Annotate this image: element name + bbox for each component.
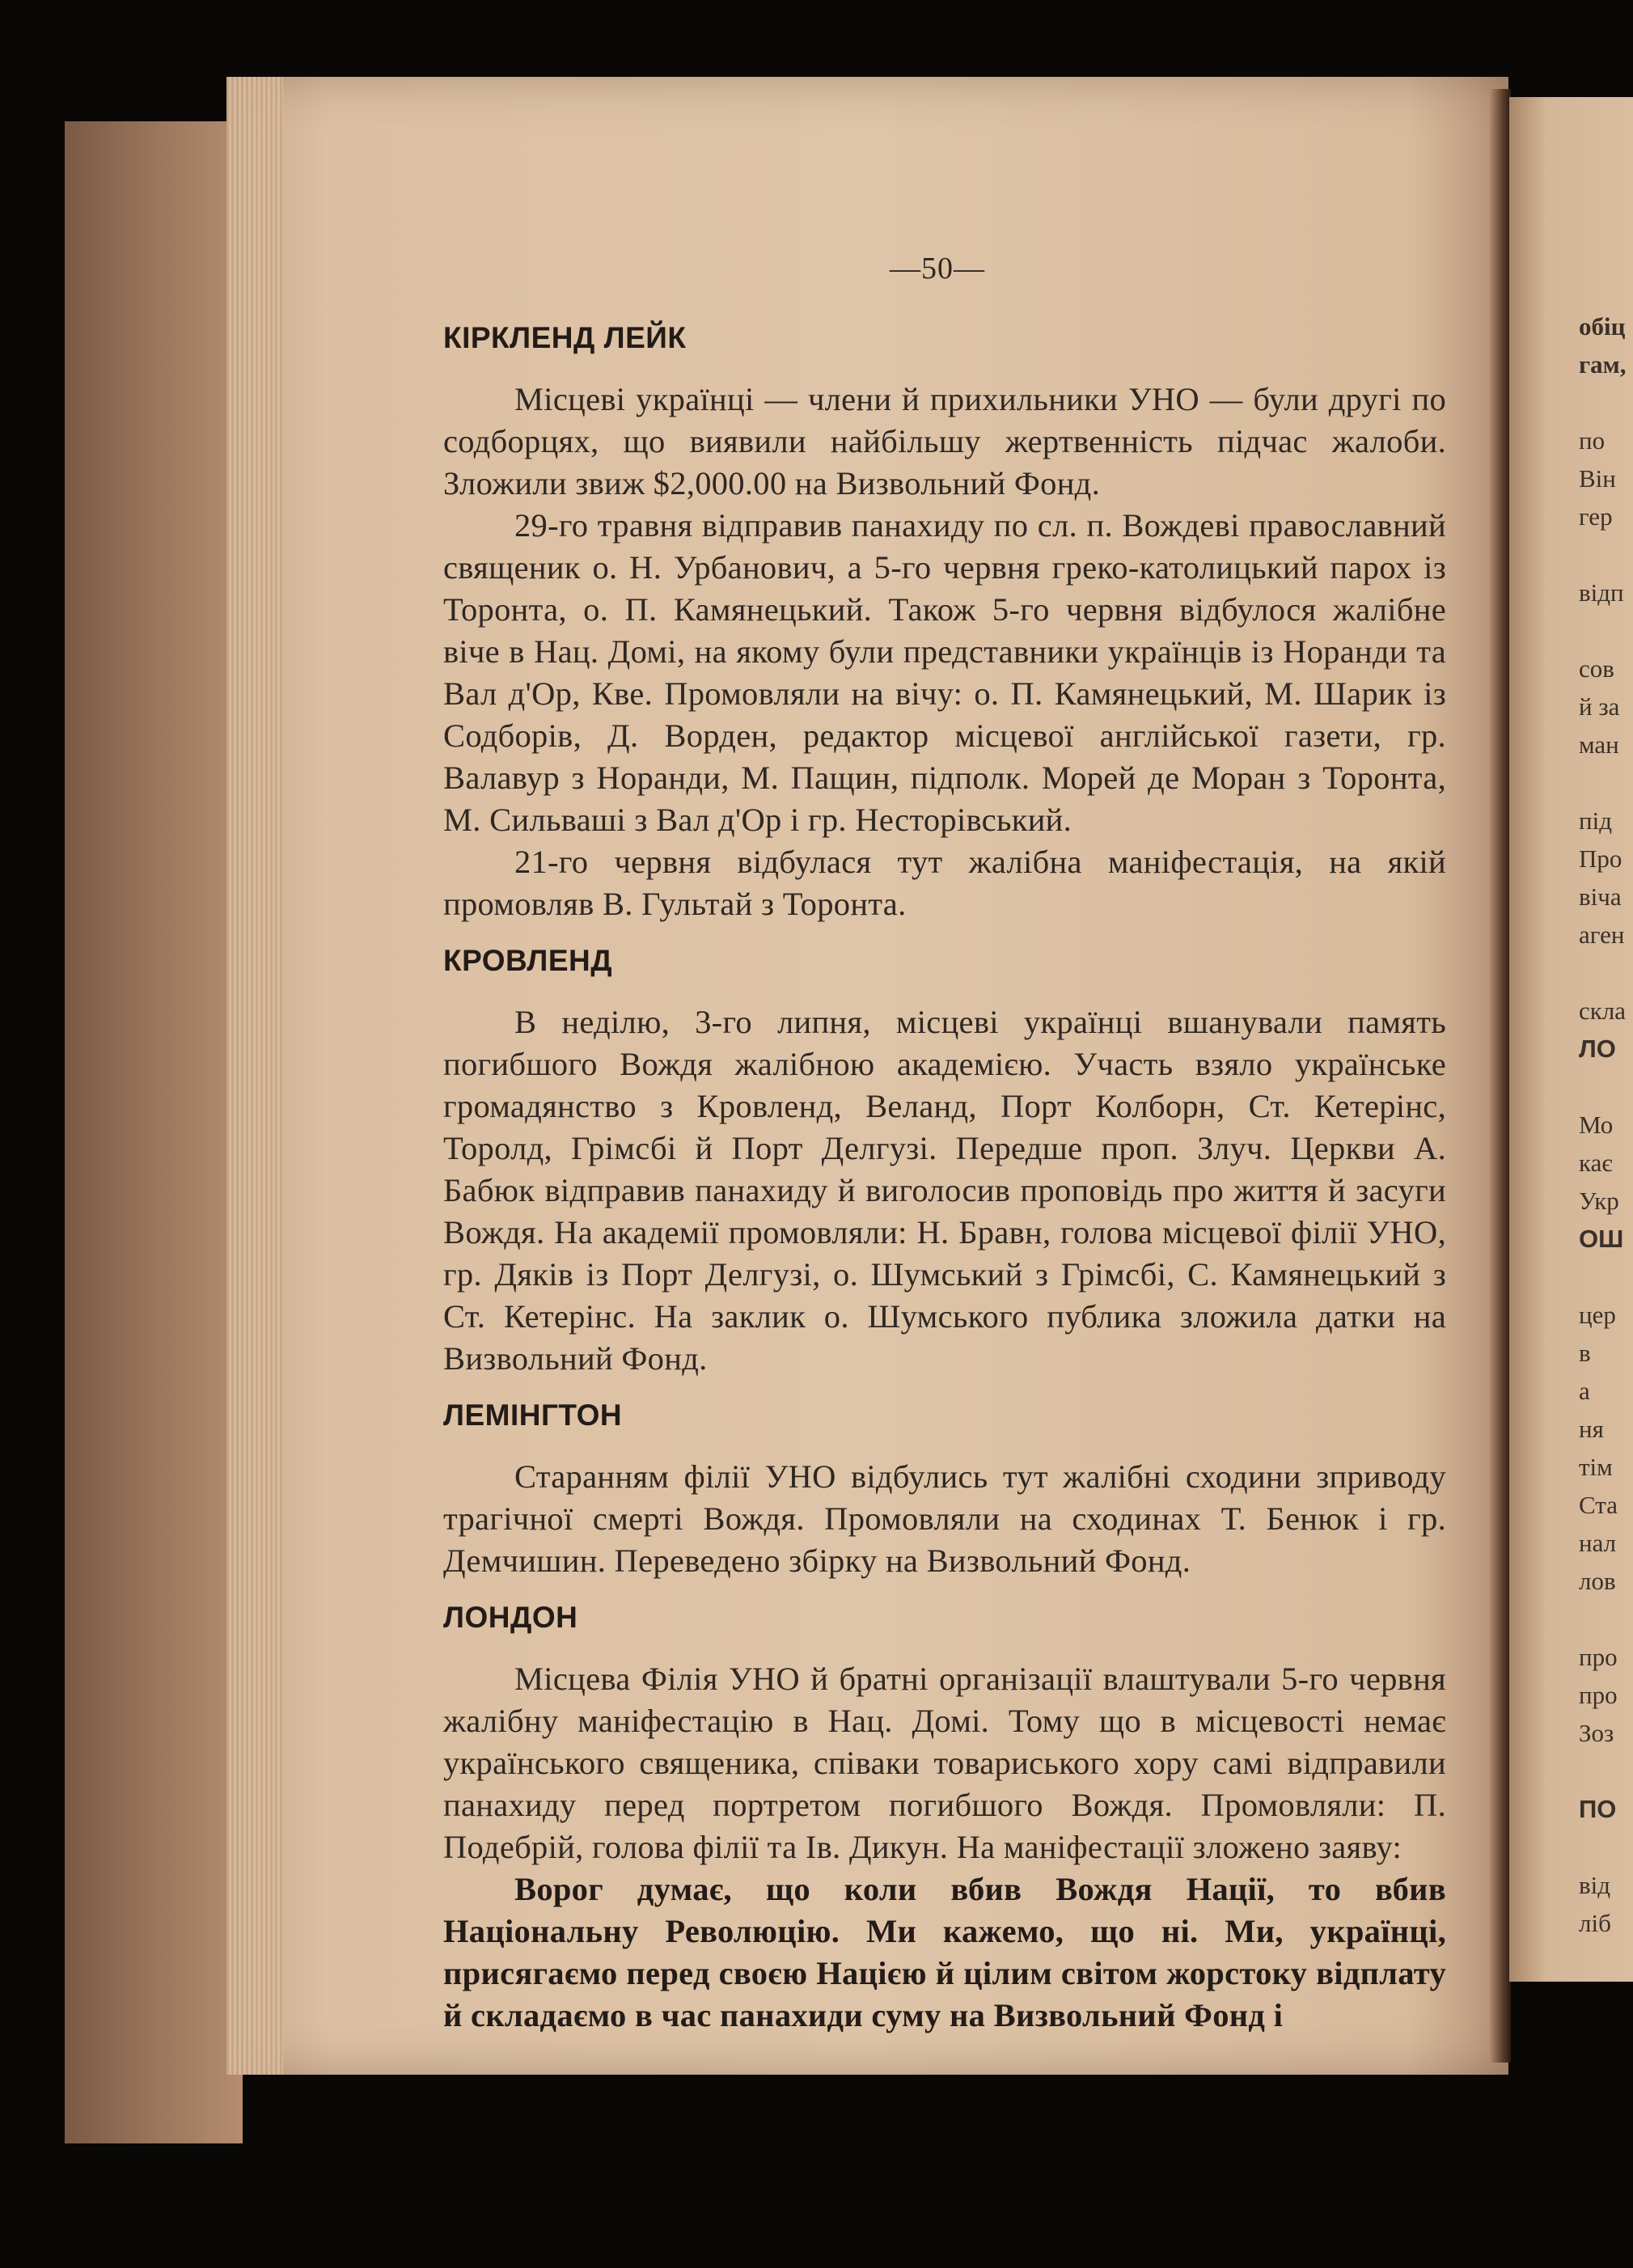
- section-heading: КІРКЛЕНД ЛЕЙК: [443, 321, 687, 354]
- facing-line: під: [1579, 806, 1612, 835]
- facing-line: ОШ: [1579, 1225, 1624, 1253]
- facing-line: сов: [1579, 654, 1614, 683]
- facing-line: про: [1579, 1681, 1618, 1709]
- book-gutter: [1490, 89, 1511, 2063]
- facing-line: скла: [1579, 996, 1627, 1025]
- facing-line: лов: [1579, 1567, 1616, 1595]
- section-heading: ЛЕМІНГТОН: [443, 1398, 623, 1432]
- paragraph: В неділю, 3-го липня, місцеві українці вшанували память погибшого Вождя жалібною академією. Участь взяло українське громадянство з Кровленд, Веланд, Порт Колборн, Ст. Кетерінс, Торолд, Грімсбі й Порт Делгузі. Передше проп. Злуч. Церкви А. Бабюк відправив панахиду й виголосив проповідь про життя й засуги Вождя. На академії промовляли: Н. Бравн, голова місцевої філії УНО, гр. Дяків із Порт Делгузі, о. Шумський з Грімсбі, С. Камянецький з Ст. Кетерінс. На заклик о. Шумського публика зложила датки на Визвольний Фонд.: [443, 1004, 1446, 1377]
- facing-line: віча: [1579, 882, 1622, 911]
- paragraph: 21-го червня відбулася тут жалібна маніфестація, на якій промовляв В. Гультай з Торонта.: [443, 844, 1446, 922]
- facing-line: [1579, 1600, 1633, 1638]
- facing-line: нал: [1579, 1529, 1617, 1557]
- facing-line: відп: [1579, 578, 1624, 607]
- facing-line: в: [1579, 1339, 1591, 1367]
- facing-line: [1579, 535, 1633, 573]
- facing-line: Він: [1579, 464, 1616, 493]
- declaration-paragraph: Ворог думає, що коли вбив Вождя Нації, то вбив Національну Революцію. Ми кажемо, що ні. Ми, українці, присягаємо перед своєю Нацією й цілим світом жорстоку відплату й складаємо в час панахиди суму на Визвольний Фонд і: [443, 1871, 1446, 2033]
- facing-line: ня: [1579, 1415, 1604, 1443]
- section-heading: КРОВЛЕНД: [443, 944, 613, 977]
- facing-line: [1579, 1068, 1633, 1106]
- facing-line: ліб: [1579, 1909, 1611, 1937]
- facing-line: ЛО: [1579, 1035, 1616, 1063]
- page-stack-edge: [226, 77, 283, 2075]
- facing-line: кає: [1579, 1149, 1613, 1177]
- facing-line: [1579, 764, 1633, 802]
- facing-line: від: [1579, 1871, 1611, 1899]
- facing-line: тім: [1579, 1453, 1613, 1481]
- paragraph: Місцева Філія УНО й братні організації влаштували 5-го червня жалібну маніфестацію в Нац. Домі. Тому що в місцевості немає українського священика, співаки товариського хору самі відправили панахиду перед портретом погибшого Вождя. Промовляли: П. Подебрій, голова філії та Ів. Дикун. На маніфестації зложено заяву:: [443, 1661, 1446, 1865]
- facing-line: Мо: [1579, 1111, 1614, 1139]
- facing-line: гер: [1579, 502, 1613, 531]
- page-content: [443, 317, 1446, 2037]
- facing-line: гам,: [1579, 350, 1627, 379]
- section-heading: ЛОНДОН: [443, 1601, 578, 1634]
- facing-line: ПО: [1579, 1795, 1617, 1823]
- paragraph: 29-го травня відправив панахиду по сл. п. Вождеві православний священик о. Н. Урбанович, а 5-го червня греко-католицький парох із Торонта, о. П. Камянецький. Також 5-го червня відбулося жалібне віче в Нац. Домі, на якому були представники українців із Норанди та Вал д'Ор, Кве. Промовляли на вічу: о. П. Камянецький, М. Шарик із Содборів, Д. Ворден, редактор місцевої англійської газети, гр. Валавур з Норанди, М. Пащин, підполк. Морей де Моран з Торонта, М. Сильваші з Вал д'Ор і гр. Несторівський.: [443, 507, 1446, 838]
- facing-line: [1579, 1828, 1633, 1866]
- paragraph: Старанням філії УНО відбулись тут жалібні сходини зприводу трагічної смерті Вождя. Промовляли на сходинах Т. Бенюк і гр. Демчишин. Переведено збірку на Визвольний Фонд.: [443, 1458, 1446, 1579]
- facing-line: про: [1579, 1643, 1618, 1671]
- facing-line: а: [1579, 1377, 1590, 1405]
- facing-line: аген: [1579, 920, 1625, 949]
- facing-page-text: [1579, 307, 1633, 1942]
- facing-line: по: [1579, 426, 1606, 455]
- facing-line: [1579, 383, 1633, 421]
- book-cover-edge: [65, 121, 243, 2143]
- facing-line: цер: [1579, 1301, 1616, 1329]
- facing-line: [1579, 1258, 1633, 1296]
- facing-line: Ста: [1579, 1491, 1618, 1519]
- page-number: —50—: [890, 252, 985, 286]
- facing-line: Укр: [1579, 1187, 1619, 1215]
- facing-line: й за: [1579, 692, 1620, 721]
- facing-line: Зоз: [1579, 1719, 1614, 1747]
- paragraph: Місцеві українці — члени й прихильники УНО — були другі по содборцях, що виявили найбільшу жертвенність підчас жалоби. Зложили звиж $2,000.00 на Визвольний Фонд.: [443, 381, 1446, 501]
- facing-line: [1579, 1752, 1633, 1790]
- facing-line: [1579, 954, 1633, 992]
- facing-line: Про: [1579, 844, 1622, 873]
- facing-line: ман: [1579, 730, 1619, 759]
- facing-line: обіц: [1579, 312, 1626, 341]
- facing-line: [1579, 611, 1633, 650]
